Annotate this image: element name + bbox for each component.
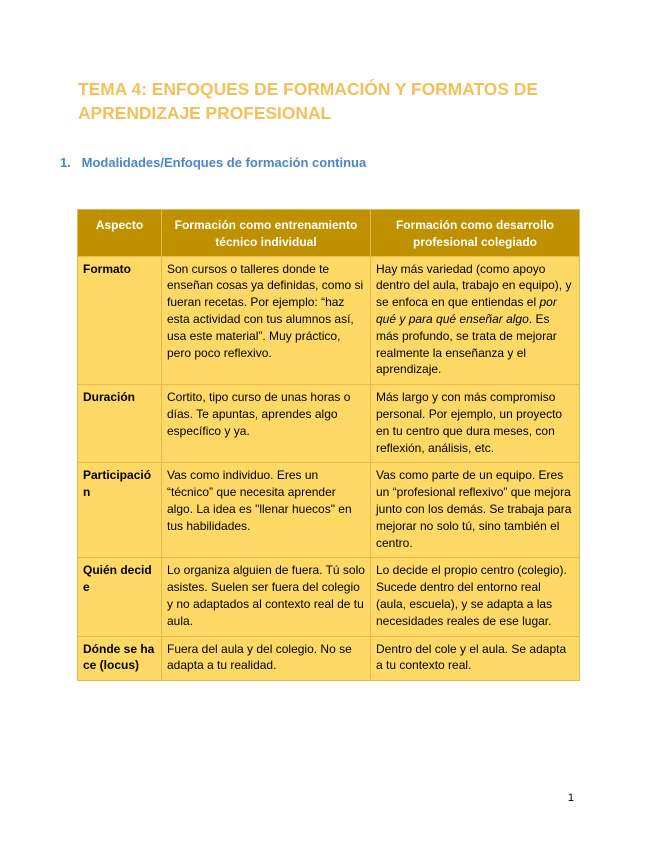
- row-aspect: Participación: [78, 463, 162, 558]
- collegiate-emphasis: por qué y para qué enseñar algo: [376, 295, 557, 326]
- page-number: 1: [567, 792, 574, 804]
- row-aspect: Duración: [78, 385, 162, 463]
- header-collegiate-development: Formación como desarrollo profesional colegiado: [371, 210, 580, 257]
- section-heading-text: Modalidades/Enfoques de formación continua: [81, 155, 367, 170]
- row-aspect: Formato: [78, 256, 162, 385]
- row-technical-cell: Lo organiza alguien de fuera. Tú solo asistes. Suelen ser fuera del colegio y no adaptados al contexto real de tu aula.: [162, 558, 371, 636]
- row-technical-cell: Cortito, tipo curso de unas horas o días. Te apuntas, aprendes algo específico y ya.: [162, 385, 371, 463]
- table-row: [78, 463, 580, 558]
- document-title: TEMA 4: ENFOQUES DE FORMACIÓN Y FORMATOS DE APRENDIZAJE PROFESIONAL: [78, 79, 538, 123]
- table-row: [78, 256, 580, 385]
- row-collegiate-cell: Lo decide el propio centro (colegio). Sucede dentro del entorno real (aula, escuela), y se adapta a las necesidades reales de ese lugar.: [371, 558, 580, 636]
- row-collegiate-cell: Dentro del cole y el aula. Se adapta a tu contexto real.: [371, 636, 580, 681]
- comparison-table: [77, 209, 580, 681]
- row-collegiate-cell: Vas como parte de un equipo. Eres un “profesional reflexivo” que mejora junto con los demás. Se trabaja para mejorar no solo tú, sino también el centro.: [371, 463, 580, 558]
- header-aspect: Aspecto: [78, 210, 162, 257]
- section-heading: [60, 154, 366, 172]
- row-collegiate-cell: [371, 256, 580, 385]
- header-technical-training: Formación como entrenamiento técnico individual: [162, 210, 371, 257]
- section-number: 1.: [60, 155, 71, 170]
- row-technical-cell: Son cursos o talleres donde te enseñan cosas ya definidas, como si fueran recetas. Por ejemplo: “haz esta actividad con tus alumnos así, usa este material”. Muy práctico, pero poco reflexivo.: [162, 256, 371, 385]
- collegiate-text: Hay más variedad (como apoyo dentro del aula, trabajo en equipo), y se enfoca en que entiendas el: [376, 261, 572, 310]
- table-row: [78, 636, 580, 681]
- row-technical-cell: Vas como individuo. Eres un “técnico” que necesita aprender algo. La idea es "llenar huecos" en tus habilidades.: [162, 463, 371, 558]
- row-collegiate-cell: Más largo y con más compromiso personal. Por ejemplo, un proyecto en tu centro que dura meses, con reflexión, análisis, etc.: [371, 385, 580, 463]
- table-row: [78, 385, 580, 463]
- row-aspect: Quién decide: [78, 558, 162, 636]
- row-aspect: Dónde se hace (locus): [78, 636, 162, 681]
- table-header-row: [78, 210, 580, 257]
- table-row: [78, 558, 580, 636]
- row-technical-cell: Fuera del aula y del colegio. No se adapta a tu realidad.: [162, 636, 371, 681]
- collegiate-text: . Es más profundo, se trata de mejorar realmente la enseñanza y el aprendizaje.: [376, 311, 557, 377]
